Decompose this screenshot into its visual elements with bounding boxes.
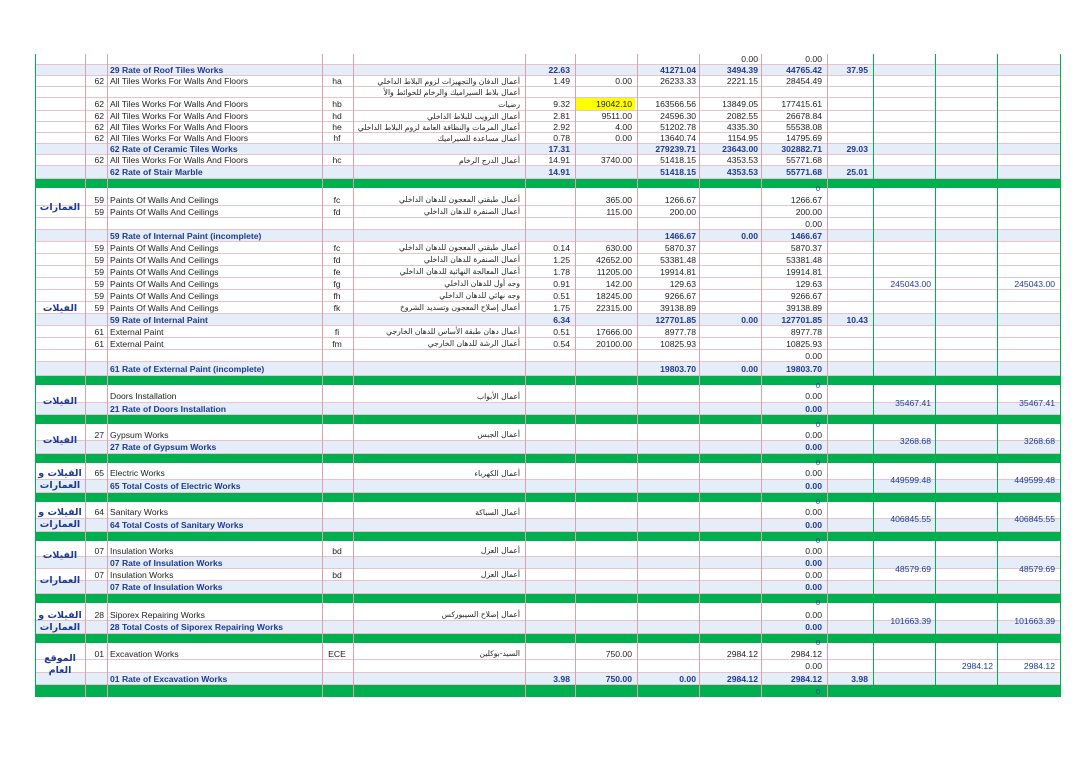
cell-qty: 750.00 (605, 674, 632, 684)
zero-marker: 0 (815, 687, 821, 696)
cell-sub: 4353.53 (726, 167, 758, 177)
cell-no: 62 (94, 155, 104, 165)
cell-tot: 0.00 (805, 404, 822, 414)
cell-tot: 0.00 (805, 610, 822, 620)
cell-desc: 59 Rate of Internal Paint (110, 315, 208, 325)
cell-tot: 1466.67 (790, 231, 822, 241)
column-divider (761, 54, 762, 697)
cell-amt: 39138.89 (660, 303, 696, 313)
cell-tot: 200.00 (795, 207, 822, 217)
cell-tot: 0.00 (805, 54, 822, 64)
cell-sub: 2221.15 (726, 76, 758, 86)
cell-qty: 18245.00 (596, 291, 632, 301)
section-total-left: 35467.41 (895, 398, 931, 408)
cell-code: fc (333, 243, 341, 253)
cell-code: hc (332, 155, 342, 165)
zero-marker: 0 (815, 381, 821, 390)
cell-code: fk (333, 303, 341, 313)
cell-tot: 0.00 (805, 546, 822, 556)
section-total-right: 449599.48 (1014, 475, 1055, 485)
cell-tot: 1266.67 (790, 195, 822, 205)
cell-no: 59 (94, 207, 104, 217)
section-total-right: 245043.00 (1014, 279, 1055, 289)
cell-desc: 29 Rate of Roof Tiles Works (110, 65, 224, 75)
cell-amt: 1266.67 (664, 195, 696, 205)
cell-code: fm (332, 339, 342, 349)
column-divider (322, 54, 323, 697)
category-label: الموقع العام (44, 653, 76, 676)
cell-code: hf (333, 133, 341, 143)
cell-desc: Insulation Works (110, 546, 174, 556)
cell-amt: 5870.37 (664, 243, 696, 253)
cell-tot: 2984.12 (790, 649, 822, 659)
separator-row (35, 493, 1061, 502)
cell-ar: أعمال العزل (480, 570, 520, 579)
cell-ar: أعمال المعالجة النهائية للدهان الداخلي (399, 267, 520, 276)
cell-rate: 0.14 (553, 243, 570, 253)
cell-sub: 2082.55 (726, 111, 758, 121)
cell-no: 59 (94, 279, 104, 289)
cell-code: fh (333, 291, 341, 301)
cell-qty: 0.00 (615, 133, 632, 143)
cell-amt: 163566.56 (655, 99, 696, 109)
cell-code: fi (334, 327, 340, 337)
cell-desc: All Tiles Works For Walls And Floors (110, 133, 249, 143)
cell-no: 62 (94, 99, 104, 109)
separator-row (35, 685, 1061, 697)
cell-tot: 0.00 (805, 622, 822, 632)
cell-ar: أعمال دهان طبقة الأساس للدهان الخارجي (386, 327, 520, 336)
cell-tot: 0.00 (805, 520, 822, 530)
cell-desc: 65 Total Costs of Electric Works (110, 481, 241, 491)
cell-rate: 2.92 (553, 122, 570, 132)
cell-desc: Paints Of Walls And Ceilings (110, 255, 219, 265)
cell-ar: رضيات (498, 100, 520, 109)
cell-desc: Paints Of Walls And Ceilings (110, 267, 219, 277)
section-total-left: 48579.69 (895, 564, 931, 574)
section-total-right: 3268.68 (1023, 436, 1055, 446)
cell-tot: 44765.42 (786, 65, 822, 75)
cell-qty: 19042.10 (575, 98, 635, 111)
cell-no: 07 (94, 570, 104, 580)
cell-qty: 9511.00 (601, 111, 632, 121)
cell-sub: 4335.30 (726, 122, 758, 132)
separator-row (35, 634, 1061, 643)
cell-desc: Sanitary Works (110, 507, 169, 517)
cell-qty: 4.00 (615, 122, 632, 132)
cell-tot: 0.00 (805, 661, 822, 671)
cell-tot: 55538.08 (786, 122, 822, 132)
zero-marker: 0 (815, 598, 821, 607)
cell-desc: 28 Total Costs of Siporex Repairing Works (110, 622, 284, 632)
column-border (997, 54, 998, 697)
category-label: الفيلات (42, 435, 78, 446)
cell-amt: 127701.85 (655, 315, 696, 325)
cell-rate: 1.75 (553, 303, 570, 313)
cell-ar: وجه نهائي للدهان الداخلي (439, 291, 520, 300)
cell-sub: 0.00 (741, 364, 758, 374)
column-divider (637, 54, 638, 697)
column-border (35, 54, 36, 697)
cell-code: fe (333, 267, 341, 277)
cell-ar: أعمال الكهرباء (474, 469, 520, 478)
cell-rate: 0.51 (553, 291, 570, 301)
cell-qty: 22315.00 (596, 303, 632, 313)
cell-amt: 41271.04 (660, 65, 696, 75)
cell-no: 61 (94, 339, 104, 349)
cell-ar: أعمال الأبواب (476, 392, 520, 401)
cell-rate: 14.91 (548, 155, 570, 165)
cell-tot: 9266.67 (790, 291, 822, 301)
cell-qty: 630.00 (605, 243, 632, 253)
cell-ar: أعمال الرشة للدهان الخارجي (427, 339, 520, 348)
cell-amt: 200.00 (669, 207, 696, 217)
category-label: الفيلات و العمارات (38, 468, 82, 491)
cell-ar: أعمال الترويب للبلاط الداخلي (427, 112, 520, 121)
cell-tot: 0.00 (805, 430, 822, 440)
column-divider (353, 54, 354, 697)
cell-tot: 53381.48 (786, 255, 822, 265)
cell-no: 27 (94, 430, 104, 440)
cell-no: 62 (94, 111, 104, 121)
zero-marker: 0 (815, 458, 821, 467)
cell-rate: 1.49 (553, 76, 570, 86)
cell-pct: 25.01 (846, 167, 868, 177)
cell-code: hb (332, 99, 342, 109)
cell-qty: 20100.00 (596, 339, 632, 349)
cell-sub: 2984.12 (726, 649, 758, 659)
column-border (935, 54, 936, 697)
cell-desc: All Tiles Works For Walls And Floors (110, 155, 249, 165)
cell-desc: 59 Rate of Internal Paint (incomplete) (110, 231, 262, 241)
cell-ar: أعمال الصنفرة للدهان الداخلي (423, 207, 520, 216)
cell-tot: 39138.89 (786, 303, 822, 313)
separator-row (35, 532, 1061, 541)
cell-desc: External Paint (110, 327, 164, 337)
cell-tot: 127701.85 (781, 315, 822, 325)
cell-desc: Paints Of Walls And Ceilings (110, 195, 219, 205)
cell-tot: 55771.68 (786, 155, 822, 165)
cell-pct: 10.43 (846, 315, 868, 325)
section-total-left: 449599.48 (890, 475, 931, 485)
cell-no: 59 (94, 195, 104, 205)
column-divider (699, 54, 700, 697)
cell-qty: 365.00 (605, 195, 632, 205)
cell-tot: 26678.84 (786, 111, 822, 121)
cell-desc: Siporex Repairing Works (110, 610, 205, 620)
cell-amt: 51202.78 (660, 122, 696, 132)
cell-no: 59 (94, 303, 104, 313)
cell-rate: 0.91 (553, 279, 570, 289)
column-divider (525, 54, 526, 697)
cell-code: he (332, 122, 342, 132)
section-total-right: 406845.55 (1014, 514, 1055, 524)
cell-desc: Excavation Works (110, 649, 179, 659)
cell-tot: 0.00 (805, 582, 822, 592)
cell-no: 62 (94, 122, 104, 132)
cell-ar: أعمال طبقتي المعجون للدهان الداخلي (399, 243, 520, 252)
cell-pct: 3.98 (851, 674, 868, 684)
cell-desc: Electric Works (110, 468, 165, 478)
section-total-right: 2984.12 (1023, 661, 1055, 671)
cell-ar: أعمال الجبس (477, 430, 520, 439)
cell-no: 62 (94, 76, 104, 86)
cell-tot: 14795.69 (786, 133, 822, 143)
cell-code: fd (333, 207, 341, 217)
separator-row (35, 594, 1061, 603)
cell-amt: 129.63 (669, 279, 696, 289)
cell-desc: 62 Rate of Stair Marble (110, 167, 203, 177)
cell-desc: Paints Of Walls And Ceilings (110, 291, 219, 301)
cell-no: 65 (94, 468, 104, 478)
cell-tot: 2984.12 (790, 674, 822, 684)
cell-tot: 302882.71 (781, 144, 822, 154)
cell-desc: 62 Rate of Ceramic Tiles Works (110, 144, 238, 154)
cell-pct: 37.95 (846, 65, 868, 75)
cell-desc: External Paint (110, 339, 164, 349)
cell-amt: 10825.93 (660, 339, 696, 349)
cell-tot: 28454.49 (786, 76, 822, 86)
cell-qty: 11205.00 (596, 267, 632, 277)
category-label: الفيلات و العمارات (38, 610, 82, 633)
cell-tot: 0.00 (805, 219, 822, 229)
cell-no: 62 (94, 133, 104, 143)
cell-qty: 750.00 (605, 649, 632, 659)
separator-row (35, 454, 1061, 463)
cell-tot: 5870.37 (790, 243, 822, 253)
category-label: الفيلات و العمارات (38, 507, 82, 530)
cell-rate: 2.81 (553, 111, 570, 121)
cell-amt: 24596.30 (660, 111, 696, 121)
cell-ar: أعمال الصنفرة للدهان الداخلي (423, 255, 520, 264)
cell-tot: 0.00 (805, 481, 822, 491)
cell-no: 07 (94, 546, 104, 556)
cell-amt: 19914.81 (660, 267, 696, 277)
cell-rate: 0.54 (553, 339, 570, 349)
cell-tot: 0.00 (805, 570, 822, 580)
cell-rate: 6.34 (553, 315, 570, 325)
cell-desc: All Tiles Works For Walls And Floors (110, 111, 249, 121)
cell-desc: 61 Rate of External Paint (incomplete) (110, 364, 265, 374)
cell-ar: وجه أول للدهان الداخلي (444, 279, 520, 288)
cell-desc: 64 Total Costs of Sanitary Works (110, 520, 244, 530)
cell-desc: Paints Of Walls And Ceilings (110, 243, 219, 253)
separator-row (35, 415, 1061, 424)
cell-amt: 19803.70 (660, 364, 696, 374)
cell-sub: 0.00 (741, 231, 758, 241)
cell-ar: أعمال الدرج الرخام (459, 156, 520, 165)
cell-tot: 0.00 (805, 391, 822, 401)
cell-sub: 2984.12 (726, 674, 758, 684)
cell-tot: 0.00 (805, 351, 822, 361)
cell-desc: 07 Rate of Insulation Works (110, 582, 223, 592)
category-label: الفيلات (42, 550, 78, 561)
cell-ar: أعمال الدفان والتجهيزات لزوم البلاط الداخلي (377, 77, 520, 86)
section-total-left: 406845.55 (890, 514, 931, 524)
cell-desc: 27 Rate of Gypsum Works (110, 442, 217, 452)
column-divider (827, 54, 828, 697)
cell-sub: 13849.05 (722, 99, 758, 109)
cell-ar: أعمال العزل (480, 546, 520, 555)
cell-no: 59 (94, 243, 104, 253)
cell-qty: 42652.00 (596, 255, 632, 265)
cell-tot: 0.00 (805, 442, 822, 452)
cell-rate: 0.51 (553, 327, 570, 337)
cell-tot: 0.00 (805, 507, 822, 517)
section-total-left: 101663.39 (890, 616, 931, 626)
column-divider (575, 54, 576, 697)
section-total-right: 48579.69 (1019, 564, 1055, 574)
cell-amt: 51418.15 (660, 167, 696, 177)
column-divider (107, 54, 108, 697)
cell-sub: 0.00 (741, 54, 758, 64)
cell-no: 59 (94, 267, 104, 277)
section-total-left: 3268.68 (899, 436, 931, 446)
category-label: الفيلات (42, 303, 78, 314)
cell-code: fd (333, 255, 341, 265)
zero-marker: 0 (815, 638, 821, 647)
column-divider (85, 54, 86, 697)
cell-ar: السيد-بوكلين (479, 649, 520, 658)
cell-no: 28 (94, 610, 104, 620)
category-label: الفيلات (42, 396, 78, 407)
cell-ar: أعمال إصلاح المعجون وتسديد الشروخ (400, 303, 520, 312)
cell-code: fc (333, 195, 341, 205)
cell-code: bd (332, 570, 342, 580)
cell-rate: 17.31 (548, 144, 570, 154)
cell-desc: All Tiles Works For Walls And Floors (110, 122, 249, 132)
category-label: العمارات (39, 202, 81, 213)
cell-ar: أعمال المرمات والنظافة العامة لزوم البلاط الداخلي (357, 123, 520, 132)
cell-qty: 0.00 (615, 76, 632, 86)
cell-tot: 8977.78 (790, 327, 822, 337)
cell-no: 01 (94, 649, 104, 659)
separator-row (35, 376, 1061, 385)
cell-code: hd (332, 111, 342, 121)
cell-tot: 0.00 (805, 468, 822, 478)
cell-tot: 55771.68 (786, 167, 822, 177)
cell-amt: 279239.71 (655, 144, 696, 154)
cell-code: bd (332, 546, 342, 556)
cell-ar: أعمال طبقتي المعجون للدهان الداخلي (399, 195, 520, 204)
cell-amt: 51418.15 (660, 155, 696, 165)
cell-amt: 26233.33 (660, 76, 696, 86)
cell-tot: 19803.70 (786, 364, 822, 374)
cell-desc: Insulation Works (110, 570, 174, 580)
cell-rate: 9.32 (553, 99, 570, 109)
cell-code: fg (333, 279, 341, 289)
cell-ar: أعمال السباكة (475, 508, 520, 517)
cell-sub: 4353.53 (726, 155, 758, 165)
cell-code: ECE (328, 649, 346, 659)
category-label: العمارات (39, 575, 81, 586)
cell-tot: 129.63 (795, 279, 822, 289)
cell-rate: 1.78 (553, 267, 570, 277)
cell-desc: Paints Of Walls And Ceilings (110, 279, 219, 289)
cell-tot: 10825.93 (786, 339, 822, 349)
cell-rate: 22.63 (548, 65, 570, 75)
cell-sub: 3494.39 (726, 65, 758, 75)
cell-tot: 0.00 (805, 558, 822, 568)
column-border (1060, 54, 1061, 697)
cell-desc: Paints Of Walls And Ceilings (110, 207, 219, 217)
cell-no: 59 (94, 291, 104, 301)
cell-no: 61 (94, 327, 104, 337)
zero-marker: 0 (815, 184, 821, 193)
cell-rate: 1.25 (553, 255, 570, 265)
cell-code: ha (332, 76, 342, 86)
cell-sub: 23643.00 (722, 144, 758, 154)
subtotal-row (35, 362, 1061, 376)
cell-amt: 0.00 (679, 674, 696, 684)
cell-desc: Gypsum Works (110, 430, 169, 440)
cell-desc: 01 Rate of Excavation Works (110, 674, 228, 684)
section-total-right: 35467.41 (1019, 398, 1055, 408)
cell-desc: All Tiles Works For Walls And Floors (110, 76, 249, 86)
cell-ar: أعمال مساعدة للسيراميك (437, 134, 520, 143)
cell-rate: 0.78 (553, 133, 570, 143)
separator-row (35, 179, 1061, 188)
cell-pct: 29.03 (846, 144, 868, 154)
zero-marker: 0 (815, 497, 821, 506)
cell-qty: 17666.00 (596, 327, 632, 337)
cell-rate: 3.98 (553, 674, 570, 684)
cell-tot: 19914.81 (786, 267, 822, 277)
cell-tot: 177415.61 (781, 99, 822, 109)
column-border (873, 54, 874, 697)
cell-amt: 13640.74 (660, 133, 696, 143)
cell-desc: 07 Rate of Insulation Works (110, 558, 223, 568)
section-total-right: 101663.39 (1014, 616, 1055, 626)
cell-desc: All Tiles Works For Walls And Floors (110, 99, 249, 109)
cell-amt: 53381.48 (660, 255, 696, 265)
zero-marker: 0 (815, 536, 821, 545)
cell-no: 64 (94, 507, 104, 517)
cell-amt: 1466.67 (664, 231, 696, 241)
cell-qty: 142.00 (605, 279, 632, 289)
cell-amt: 8977.78 (664, 327, 696, 337)
cell-qty: 3740.00 (600, 155, 632, 165)
cell-no: 59 (94, 255, 104, 265)
cell-amt: 9266.67 (664, 291, 696, 301)
cell-ar: أعمال إصلاح السيبوركس (441, 610, 520, 619)
cell-ar: أعمال بلاط السيراميك والرخام للحوائط والأ (383, 88, 520, 97)
cell-sub: 1154.95 (727, 133, 758, 143)
zero-marker: 0 (815, 420, 821, 429)
section-total-mid: 2984.12 (961, 661, 993, 671)
cell-desc: Doors Installation (110, 391, 177, 401)
cell-desc: 21 Rate of Doors Installation (110, 404, 227, 414)
cell-sub: 0.00 (741, 315, 758, 325)
cell-rate: 14.91 (548, 167, 570, 177)
cell-qty: 115.00 (606, 207, 632, 217)
cell-desc: Paints Of Walls And Ceilings (110, 303, 219, 313)
section-total-left: 245043.00 (890, 279, 931, 289)
